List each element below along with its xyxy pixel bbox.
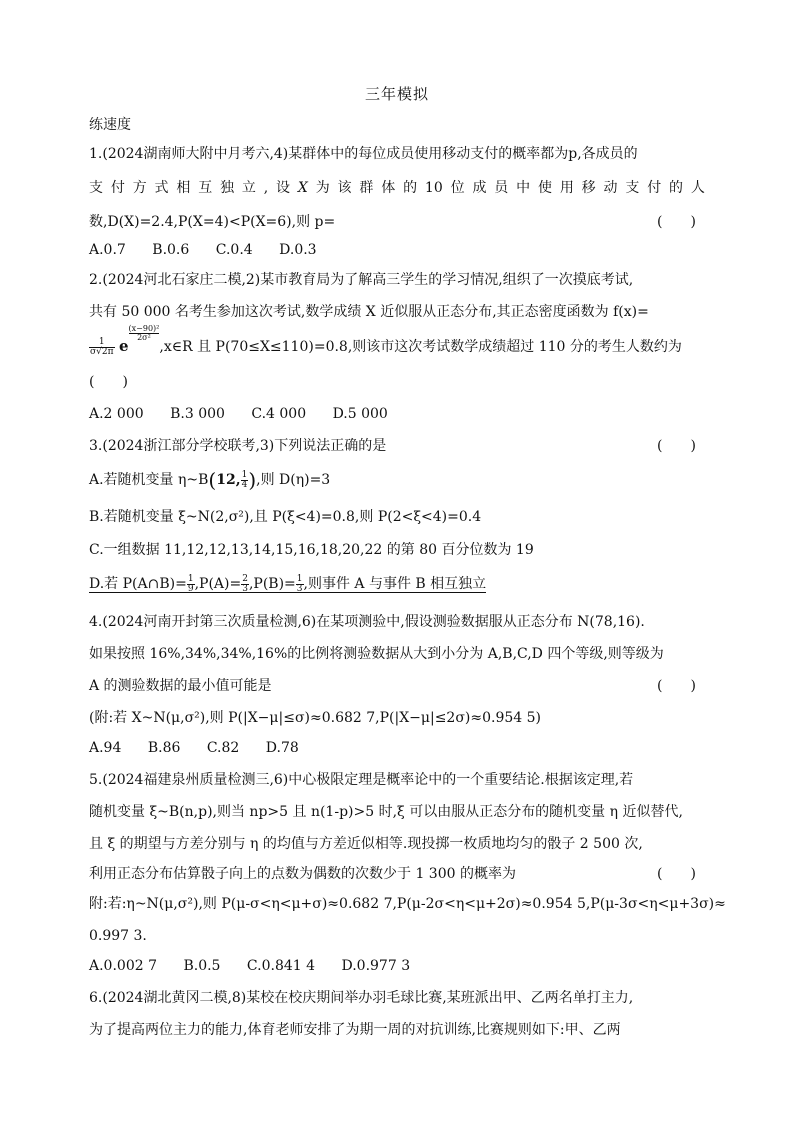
q2-line2: 共有 50 000 名考生参加这次考试,数学成绩 X 近似服从正态分布,其正态密度函数为 f(x)= — [89, 304, 649, 320]
q3-option-d: D.若 P(A∩B)= $\frac{1}{9}$ ,P(A)= $\frac{2}{3}$ ,P(B)= $\frac{1}{3}$ ,则事件 A 与事件 B 相互独立 — [89, 573, 487, 594]
q1-line2-char: 互 — [198, 180, 213, 196]
q1-line3: 数,D(X)=2.4,P(X=4)<P(X=6),则 p= — [89, 214, 336, 230]
q1-option-b: B.0.6 — [152, 242, 190, 258]
q1-line2-char: 10 — [424, 180, 443, 196]
page-title: 三年模拟 — [364, 85, 429, 103]
q1-line2-char: 的 — [669, 180, 684, 196]
q6-line1: 6.(2024湖北黄冈二模,8)某校在校庆期间举办羽毛球比赛,某班派出甲、乙两名单打主力, — [89, 990, 634, 1006]
q2-option-c: C.4 000 — [251, 406, 307, 422]
q1-line2 — [89, 178, 705, 198]
q5-option-c: C.0.841 4 — [246, 958, 316, 974]
q1-option-d: D.0.3 — [279, 242, 317, 258]
pdf-exponent: $\frac{\text{(x−90)²}}{\text{2σ²}}$ — [128, 324, 160, 342]
q4-note: (附:若 X~N(μ,σ²),则 P(|X−μ|≤σ)≈0.682 7,P(|X−μ|≤2σ)≈0.954 5) — [89, 710, 541, 726]
q1-line2-char: 该 — [337, 180, 352, 196]
q5-options — [89, 956, 432, 976]
q1-option-c: C.0.4 — [215, 242, 253, 258]
q4-option-b: B.86 — [147, 740, 181, 756]
q1-line2-char: 动 — [603, 180, 618, 196]
q1-option-a: A.0.7 — [89, 242, 126, 258]
q1-line2-char: 的 — [403, 180, 418, 196]
q1-line2-char: X — [297, 180, 308, 196]
q5-line3: 且 ξ 的期望与方差分别与 η 的均值与方差近似相等.现投掷一枚质地均匀的骰子 2 500 次, — [89, 836, 643, 852]
q2-option-d: D.5 000 — [332, 406, 388, 422]
q1-line2-char: 设 — [276, 180, 291, 196]
q4-line2: 如果按照 16%,34%,34%,16%的比例将测验数据从大到小分为 A,B,C,D 四个等级,则等级为 — [89, 646, 664, 662]
q5-note1: 附:若:η~N(μ,σ²),则 P(μ-σ<η<μ+σ)≈0.682 7,P(μ-2σ<η<μ+2σ)≈0.954 5,P(μ-3σ<η<μ+3σ)≈ — [89, 896, 726, 912]
q5-line2: 随机变量 ξ~B(n,p),则当 np>5 且 n(1-p)>5 时,ξ 可以由服从正态分布的随机变量 η 近似替代, — [89, 804, 683, 820]
q1-line2-char: 式 — [154, 180, 169, 196]
q2-options — [89, 404, 410, 424]
q1-line2-char: 位 — [450, 180, 465, 196]
q4-line3: A 的测验数据的最小值可能是 — [89, 678, 272, 694]
q3-line1: 3.(2024浙江部分学校联考,3)下列说法正确的是 — [89, 438, 387, 454]
q1-line1: 1.(2024湖南师大附中月考六,4)某群体中的每位成员使用移动支付的概率都为p,各成员的 — [89, 146, 638, 162]
q1-line2-char: 人 — [690, 180, 705, 196]
q1-line2-char: 用 — [559, 180, 574, 196]
q4-option-d: D.78 — [265, 740, 299, 756]
q4-answer-paren: ( ) — [657, 678, 696, 694]
q1-line2-char: 员 — [494, 180, 509, 196]
q1-line2-char: 为 — [315, 180, 330, 196]
q1-line2-char: 支 — [625, 180, 640, 196]
q1-answer-paren: ( ) — [657, 214, 696, 230]
q1-line2-char: 支 — [89, 180, 103, 196]
q1-line2-char: , — [263, 180, 269, 196]
q2-option-a: A.2 000 — [89, 406, 144, 422]
q1-line2-char: 移 — [581, 180, 596, 196]
q3-option-a: A.若随机变量 η~B(12, $\frac{1}{4}$ ),则 D(η)=3 — [89, 468, 331, 492]
q4-option-c: C.82 — [206, 740, 240, 756]
q1-line2-char: 成 — [472, 180, 487, 196]
q4-options — [89, 738, 321, 758]
q3-option-b: B.若随机变量 ξ~N(2,σ²),且 P(ξ<4)=0.8,则 P(2<ξ<4)=0.4 — [89, 509, 482, 525]
q3-option-c: C.一组数据 11,12,12,13,14,15,16,18,20,22 的第 80 百分位数为 19 — [89, 542, 534, 558]
pdf-exp-base: e — [118, 337, 129, 355]
q1-line2-char: 立 — [241, 180, 256, 196]
q5-line1: 5.(2024福建泉州质量检测三,6)中心极限定理是概率论中的一个重要结论.根据该定理,若 — [89, 772, 634, 788]
pdf-rest: ,x∈R 且 P(70≤X≤110)=0.8,则该市这次考试数学成绩超过 110 分的考生人数约为 — [159, 339, 682, 355]
q2-line1: 2.(2024河北石家庄二模,2)某市教育局为了解高三学生的学习情况,组织了一次摸底考试, — [89, 272, 634, 288]
q3-answer-paren: ( ) — [657, 438, 696, 454]
q1-line2-char: 独 — [220, 180, 235, 196]
q6-line2: 为了提高两位主力的能力,体育老师安排了为期一周的对抗训练,比赛规则如下:甲、乙两 — [89, 1022, 621, 1038]
q1-line2-char: 相 — [176, 180, 191, 196]
q4-option-a: A.94 — [89, 740, 122, 756]
q1-line2-char: 方 — [132, 180, 147, 196]
q1-line2-char: 体 — [381, 180, 396, 196]
q1-options — [89, 240, 339, 260]
section-heading: 练速度 — [89, 117, 131, 133]
q2-answer-paren: ( ) — [89, 374, 128, 390]
q5-option-b: B.0.5 — [183, 958, 221, 974]
q1-line2-char: 群 — [359, 180, 374, 196]
q5-note2: 0.997 3. — [89, 928, 147, 944]
q1-line2-char: 中 — [516, 180, 531, 196]
q5-option-d: D.0.977 3 — [341, 958, 411, 974]
q2-option-b: B.3 000 — [170, 406, 225, 422]
q5-line4: 利用正态分布估算骰子向上的点数为偶数的次数少于 1 300 的概率为 — [89, 866, 516, 882]
pdf-coefficient: $\frac{1}{\sigma√2\pi}$ — [90, 336, 114, 357]
q4-line1: 4.(2024河南开封第三次质量检测,6)在某项测验中,假设测验数据服从正态分布 N(78,16). — [89, 614, 645, 630]
q1-line2-char: 付 — [647, 180, 662, 196]
q5-answer-paren: ( ) — [657, 866, 696, 882]
q1-line2-char: 付 — [110, 180, 125, 196]
q1-line2-char: 使 — [537, 180, 552, 196]
q2-density-formula — [89, 324, 682, 357]
q5-option-a: A.0.002 7 — [89, 958, 157, 974]
